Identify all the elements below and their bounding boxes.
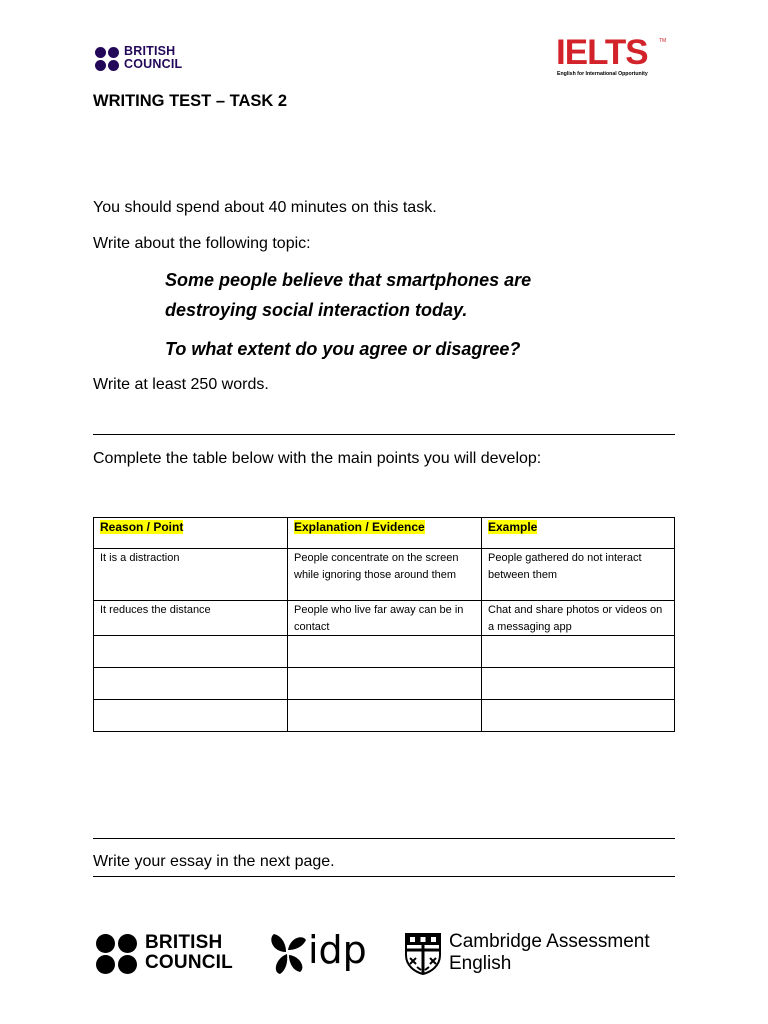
cambridge-shield-icon xyxy=(405,933,441,975)
british-council-logo xyxy=(95,45,205,75)
table-cell[interactable]: People concentrate on the screen while ignoring those around them xyxy=(288,549,482,601)
divider xyxy=(93,876,675,877)
topic-line-1: Some people believe that smartphones are xyxy=(165,270,532,290)
divider xyxy=(93,838,675,839)
table-row xyxy=(94,549,675,601)
cambridge-line2: English xyxy=(449,953,512,974)
british-council-dots-icon xyxy=(96,934,138,974)
table-cell[interactable] xyxy=(94,668,288,700)
task-question: To what extent do you agree or disagree? xyxy=(165,339,521,359)
table-intro: Complete the table below with the main points you will develop: xyxy=(93,450,542,467)
table-cell[interactable]: It reduces the distance xyxy=(94,601,288,636)
table-header-row xyxy=(94,518,675,549)
cambridge-line1: Cambridge Assessment xyxy=(449,931,650,952)
table-cell[interactable] xyxy=(482,636,675,668)
header-example: Example xyxy=(488,520,538,534)
ielts-tagline: English for International Opportunity xyxy=(557,71,648,77)
table-row xyxy=(94,601,675,636)
table-cell[interactable]: It is a distraction xyxy=(94,549,288,601)
main-points-table xyxy=(93,517,675,732)
idp-leaves-icon xyxy=(268,932,308,976)
table-cell[interactable]: People who live far away can be in contact xyxy=(288,601,482,636)
topic-intro: Write about the following topic: xyxy=(93,235,311,252)
table-row xyxy=(94,668,675,700)
header-reason-point: Reason / Point xyxy=(100,520,184,534)
table-header-cell xyxy=(288,518,482,549)
british-council-dots-icon xyxy=(95,47,123,73)
table-row xyxy=(94,636,675,668)
ielts-wordmark: IELTS xyxy=(556,33,648,72)
table-header-cell xyxy=(482,518,675,549)
table-header-cell xyxy=(94,518,288,549)
table-cell[interactable] xyxy=(288,668,482,700)
ielts-logo xyxy=(556,33,668,84)
header-explanation-evidence: Explanation / Evidence xyxy=(294,520,425,534)
page-title: WRITING TEST – TASK 2 xyxy=(93,92,288,110)
british-council-line2: COUNCIL xyxy=(124,57,183,71)
table-cell[interactable] xyxy=(482,700,675,732)
table-row xyxy=(94,700,675,732)
table-cell[interactable] xyxy=(482,668,675,700)
ielts-trademark: TM xyxy=(659,38,667,44)
table-cell[interactable] xyxy=(94,700,288,732)
divider xyxy=(93,434,675,435)
cambridge-assessment-logo xyxy=(405,931,680,979)
essay-note: Write your essay in the next page. xyxy=(93,853,335,870)
idp-logo xyxy=(268,928,378,976)
time-instruction: You should spend about 40 minutes on this task. xyxy=(93,199,437,216)
table-cell[interactable]: People gathered do not interact between them xyxy=(482,549,675,601)
footer-british-council-line1: BRITISH xyxy=(145,932,223,953)
topic-line-2: destroying social interaction today. xyxy=(165,300,468,320)
footer-british-council-line2: COUNCIL xyxy=(145,952,233,973)
table-cell[interactable] xyxy=(94,636,288,668)
table-cell[interactable]: Chat and share photos or videos on a messaging app xyxy=(482,601,675,636)
table-cell[interactable] xyxy=(288,700,482,732)
british-council-line1: BRITISH xyxy=(124,44,176,58)
table-cell[interactable] xyxy=(288,636,482,668)
idp-wordmark: idp xyxy=(308,928,367,972)
word-count-instruction: Write at least 250 words. xyxy=(93,376,269,393)
footer-british-council-logo xyxy=(96,932,241,974)
